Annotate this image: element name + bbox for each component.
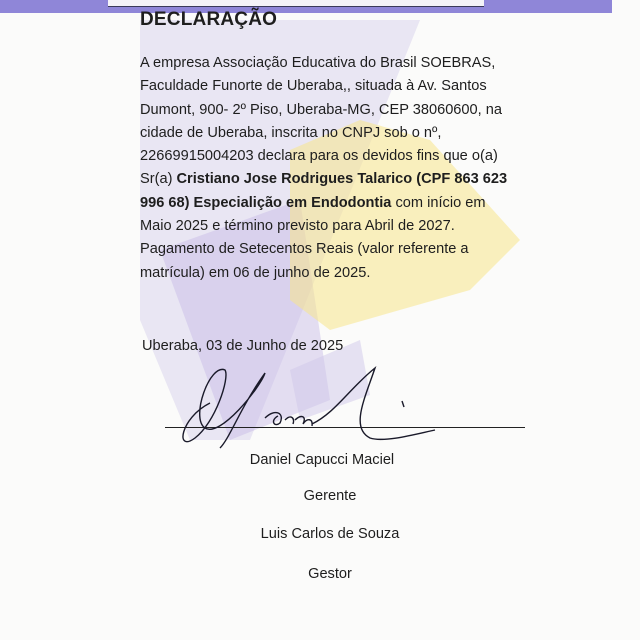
signatory-2-name: Luis Carlos de Souza xyxy=(260,526,400,542)
signatory-2-role: Gestor xyxy=(308,566,352,582)
document-title: DECLARAÇÃO xyxy=(140,9,278,30)
body-text: cidade de Uberaba, inscrita no CNPJ sob o nº, xyxy=(140,124,442,141)
body-text: 22669915004203 declara para os devidos fins que o(a) xyxy=(140,148,498,165)
body-bold-text: 996 68) Especialição em Endodontia xyxy=(140,194,392,211)
signatory-1-name: Daniel Capucci Maciel xyxy=(249,452,395,468)
body-text: A empresa Associação Educativa do Brasil SOEBRAS, xyxy=(140,55,496,71)
body-bold-text: Cristiano Jose Rodrigues Talarico (CPF 863 623 xyxy=(176,171,508,188)
body-line xyxy=(140,99,507,122)
body-line xyxy=(140,145,507,168)
body-line xyxy=(140,238,507,261)
body-text: Pagamento de Setecentos Reais (valor referente a xyxy=(140,241,469,258)
signatory-1-role: Gerente xyxy=(303,488,357,504)
body-line xyxy=(140,75,507,98)
body-text: Sr(a) xyxy=(140,171,177,188)
place-and-date: Uberaba, 03 de Junho de 2025 xyxy=(142,338,344,354)
body-line xyxy=(140,192,507,215)
body-line xyxy=(140,215,507,238)
body-text: Maio 2025 e término previsto para Abril de 2027. xyxy=(140,218,455,235)
body-text: com início em xyxy=(391,194,486,211)
body-line xyxy=(140,122,507,145)
body-text: matrícula) em 06 de junho de 2025. xyxy=(140,264,371,281)
body-line xyxy=(140,52,507,75)
body-text: Dumont, 900- 2º Piso, Uberaba-MG, CEP 38060600, na xyxy=(140,101,503,118)
body-line xyxy=(140,168,507,191)
body-line xyxy=(140,262,507,285)
body-text: Faculdade Funorte de Uberaba,, situada à Av. Santos xyxy=(140,78,487,95)
declaration-body xyxy=(140,52,507,285)
handwritten-signature xyxy=(170,358,450,458)
